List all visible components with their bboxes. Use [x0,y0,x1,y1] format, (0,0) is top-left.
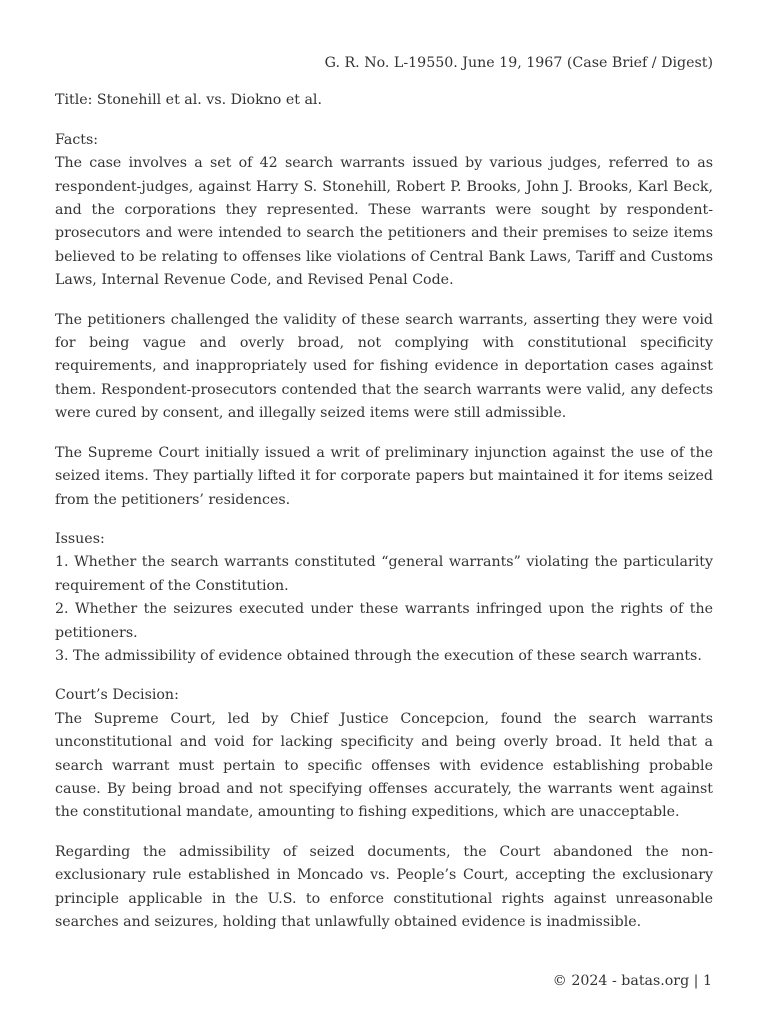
issue-item-1: 1. Whether the search warrants constituted “general warrants” violating the particularity requirement of the Constitution. [55,554,713,594]
facts-paragraph-3: The Supreme Court initially issued a writ of preliminary injunction against the use of the seized items. They partially lifted it for corporate papers but maintained it for items seized from the petitioners’ residences. [55,444,713,508]
facts-paragraph-2: The petitioners challenged the validity of these search warrants, asserting they were void for being vague and overly broad, not complying with constitutional specificity requirements, and inappropriately used for fishing evidence in deportation cases against them. Respondent-prosecutors contended that the search warrants were valid, any defects were cured by consent, and illegally seized items were still admissible. [55,311,713,422]
page-footer: © 2024 - batas.org | 1 [552,973,712,989]
decision-paragraph-1: The Supreme Court, led by Chief Justice Concepcion, found the search warrants unconstitutional and void for lacking specificity and being overly broad. It held that a search warrant must pertain to specific offenses with evidence establishing probable cause. By being broad and not specifying offenses accurately, the warrants went against the constitutional mandate, amounting to fishing expeditions, which are unacceptable. [55,710,713,821]
decision-label: Court’s Decision: [55,687,179,704]
decision-section [55,684,713,934]
issues-section [55,528,713,668]
facts-paragraph-1: The case involves a set of 42 search warrants issued by various judges, referred to as respondent-judges, against Harry S. Stonehill, Robert P. Brooks, John J. Brooks, Karl Beck, and the corporations they represented. These warrants were sought by respondent-prosecutors and were intended to search the petitioners and their premises to seize items believed to be relating to offenses like violations of Central Bank Laws, Tariff and Customs Laws, Internal Revenue Code, and Revised Penal Code. [55,155,713,289]
decision-paragraph-2: Regarding the admissibility of seized documents, the Court abandoned the non-exclusionary rule established in Moncado vs. People’s Court, accepting the exclusionary principle applicable in the U.S. to enforce constitutional rights against unreasonable searches and seizures, holding that unlawfully obtained evidence is inadmissible. [55,843,713,930]
facts-section [55,129,713,512]
document-page [55,52,713,950]
issues-label: Issues: [55,530,105,547]
facts-label: Facts: [55,131,99,148]
case-title: Title: Stonehill et al. vs. Diokno et al. [55,92,322,109]
issue-item-3: 3. The admissibility of evidence obtained through the execution of these search warrants. [55,647,702,664]
case-reference-header: G. R. No. L-19550. June 19, 1967 (Case Brief / Digest) [324,55,713,71]
issue-item-2: 2. Whether the seizures executed under these warrants infringed upon the rights of the petitioners. [55,601,713,641]
